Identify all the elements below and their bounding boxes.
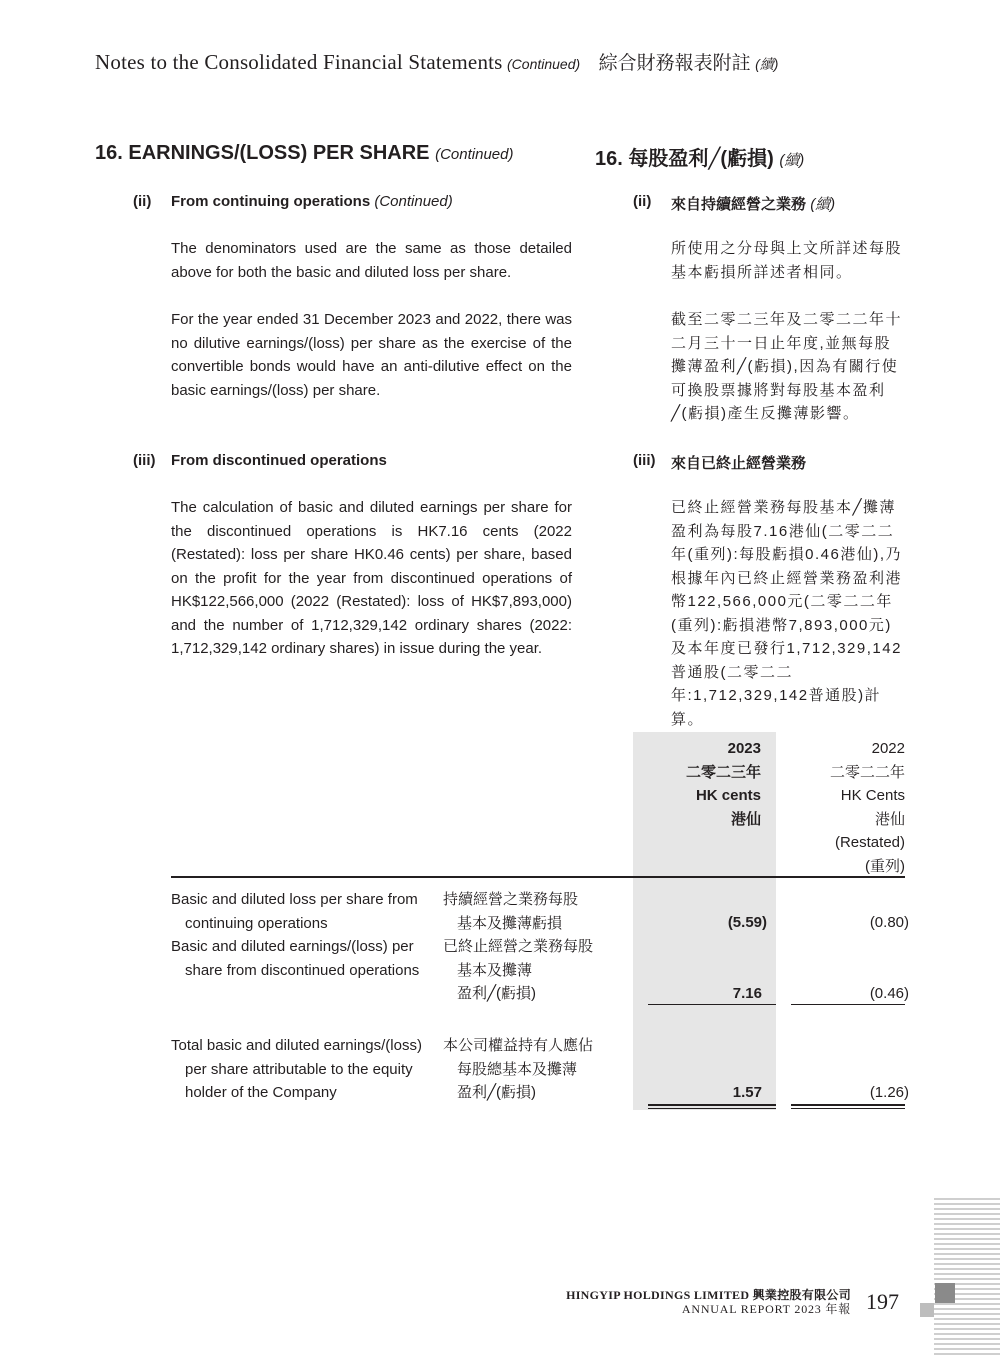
decorative-square-light	[920, 1303, 934, 1317]
col-2022-restated-zh: (重列)	[865, 857, 905, 875]
col-2022-year: 2022	[871, 740, 905, 757]
row-3-zh-line2: 每股總基本及攤薄	[457, 1060, 578, 1078]
decorative-square-dark	[935, 1283, 955, 1303]
running-header	[95, 48, 778, 75]
sub-ii-title-zh: 來自持續經營之業務	[671, 196, 807, 213]
sub-ii-label-zh: (ii)	[633, 193, 652, 210]
footer-company: HINGYIP HOLDINGS LIMITED 興業控股有限公司	[566, 1288, 851, 1302]
section-number: 16.	[95, 142, 123, 164]
row-3-zh-line1: 本公司權益持有人應佔	[443, 1037, 594, 1054]
sub-ii-continued-zh: (續)	[810, 196, 836, 213]
header-continued-zh: (續)	[755, 56, 779, 72]
decorative-stripes	[934, 1198, 1000, 1357]
row-3-en-line3: holder of the Company	[185, 1084, 337, 1101]
sub-iii-title-en: From discontinued operations	[171, 452, 387, 469]
col-2023-unit-zh: 港仙	[730, 810, 761, 828]
sub-ii-para2-en: For the year ended 31 December 2023 and 2022, there was no dilutive earnings/(loss) per share as the exercise of the convertible bonds would have an anti-dilutive effect on the basic earnings/(loss) per share.	[171, 311, 572, 399]
sub-ii-label: (ii)	[133, 193, 152, 210]
row-total-value-2023: 1.57	[732, 1084, 762, 1101]
row-1-value-2023: (5.59)	[727, 914, 767, 931]
section-continued-en: (Continued)	[435, 146, 514, 163]
row-1-zh-line1: 持續經營之業務每股	[443, 891, 579, 908]
row-2-zh-line3: 盈利╱(虧損)	[457, 985, 537, 1002]
sub-iii-para-zh: 已終止經營業務每股基本╱攤薄盈利為每股7.16港仙(二零二二年(重列):每股虧損0.46港仙),乃根據年內已終止經營業務盈利港幣122,566,000元(二零二二年(重列):虧損港幣7,893,000元)及本年度已發行1,712,329,142普通股(二零二二年:1,712,329,142普通股)計算。	[671, 499, 903, 728]
section-title-zh: 每股盈利╱(虧損)	[628, 148, 774, 170]
table-row-1-label-en	[171, 888, 436, 935]
col-2023-header	[633, 737, 761, 831]
total-double-rule-2023	[648, 1104, 776, 1109]
subtotal-rule-2022	[791, 1004, 905, 1005]
sub-ii-para1-en: The denominators used are the same as those detailed above for both the basic and diluted loss per share.	[171, 240, 572, 281]
table-row-total-label-en	[171, 1034, 441, 1105]
table-row-2-label-en	[171, 935, 436, 982]
sub-ii-heading-zh	[671, 193, 835, 214]
sub-iii-para-en: The calculation of basic and diluted earnings per share for the discontinued operations is HK7.16 cents (2022 (Restated): loss per share HK0.46 cents) per share, based on the profit for the year from discontinued operations of HK$122,566,000 (2022 (Restated): loss of HK$7,893,000) and the number of 1,712,329,142 ordinary shares (2022: 1,712,329,142 ordinary shares) in issue during the year.	[171, 499, 572, 657]
col-2022-unit-zh: 港仙	[874, 810, 905, 828]
header-title-en: Notes to the Consolidated Financial Statements	[95, 50, 503, 74]
sub-iii-label: (iii)	[133, 452, 156, 469]
header-title-zh: 綜合財務報表附註	[598, 52, 751, 74]
sub-ii-heading-en	[171, 193, 453, 210]
row-1-en-line1: Basic and diluted loss per share from	[171, 891, 418, 908]
page-number: 197	[866, 1289, 899, 1314]
row-3-zh-line3: 盈利╱(虧損)	[457, 1084, 537, 1101]
section-number-zh: 16.	[595, 148, 623, 170]
section-heading-en	[95, 142, 513, 165]
total-double-rule-2022	[791, 1104, 905, 1109]
row-2-en-line1: Basic and diluted earnings/(loss) per	[171, 938, 414, 955]
footer-report: ANNUAL REPORT 2023 年報	[681, 1302, 851, 1316]
sub-iii-title-zh: 來自已終止經營業務	[671, 455, 807, 472]
section-title-en: EARNINGS/(LOSS) PER SHARE	[128, 142, 430, 164]
section-continued-zh: (續)	[779, 152, 805, 169]
col-2023-unit: HK cents	[695, 787, 761, 804]
row-1-en-line2: continuing operations	[185, 914, 328, 932]
row-1-value-2022: (0.80)	[869, 914, 909, 931]
row-2-zh-line1: 已終止經營之業務每股	[443, 938, 594, 955]
sub-ii-title-en: From continuing operations	[171, 193, 371, 210]
sub-ii-para1-zh: 所使用之分母與上文所詳述每股基本虧損所詳述者相同。	[671, 240, 903, 281]
col-2023-year: 2023	[727, 740, 761, 757]
table-row-2-label-zh	[443, 935, 623, 1006]
col-2022-restated: (Restated)	[834, 834, 905, 851]
sub-iii-label-zh: (iii)	[633, 452, 656, 469]
row-2-zh-line2: 基本及攤薄	[457, 961, 533, 979]
row-2-en-line2: share from discontinued operations	[185, 961, 420, 979]
sub-ii-para2-zh: 截至二零二三年及二零二二年十二月三十一日止年度,並無每股攤薄盈利╱(虧損),因為有關行使可換股票據將對每股基本盈利╱(虧損)產生反攤薄影響。	[671, 311, 903, 422]
table-row-1-label-zh	[443, 888, 623, 935]
row-3-en-line1: Total basic and diluted earnings/(loss)	[171, 1037, 422, 1054]
col-2022-header	[776, 737, 905, 878]
row-total-value-2022: (1.26)	[869, 1084, 909, 1101]
header-continued-en: (Continued)	[507, 56, 581, 72]
row-1-zh-line2: 基本及攤薄虧損	[457, 914, 563, 932]
row-2-value-2023: 7.16	[732, 985, 762, 1002]
col-2022-year-zh: 二零二二年	[829, 763, 905, 781]
row-2-value-2022: (0.46)	[869, 985, 909, 1002]
table-row-total-label-zh	[443, 1034, 623, 1105]
sub-ii-continued-en: (Continued)	[374, 193, 453, 210]
row-3-en-line2: per share attributable to the equity	[185, 1060, 413, 1078]
col-2022-unit: HK Cents	[840, 787, 905, 804]
subtotal-rule-2023	[648, 1004, 776, 1005]
table-header-rule	[171, 876, 905, 878]
section-heading-zh	[595, 142, 804, 171]
col-2023-year-zh: 二零二三年	[685, 763, 761, 781]
